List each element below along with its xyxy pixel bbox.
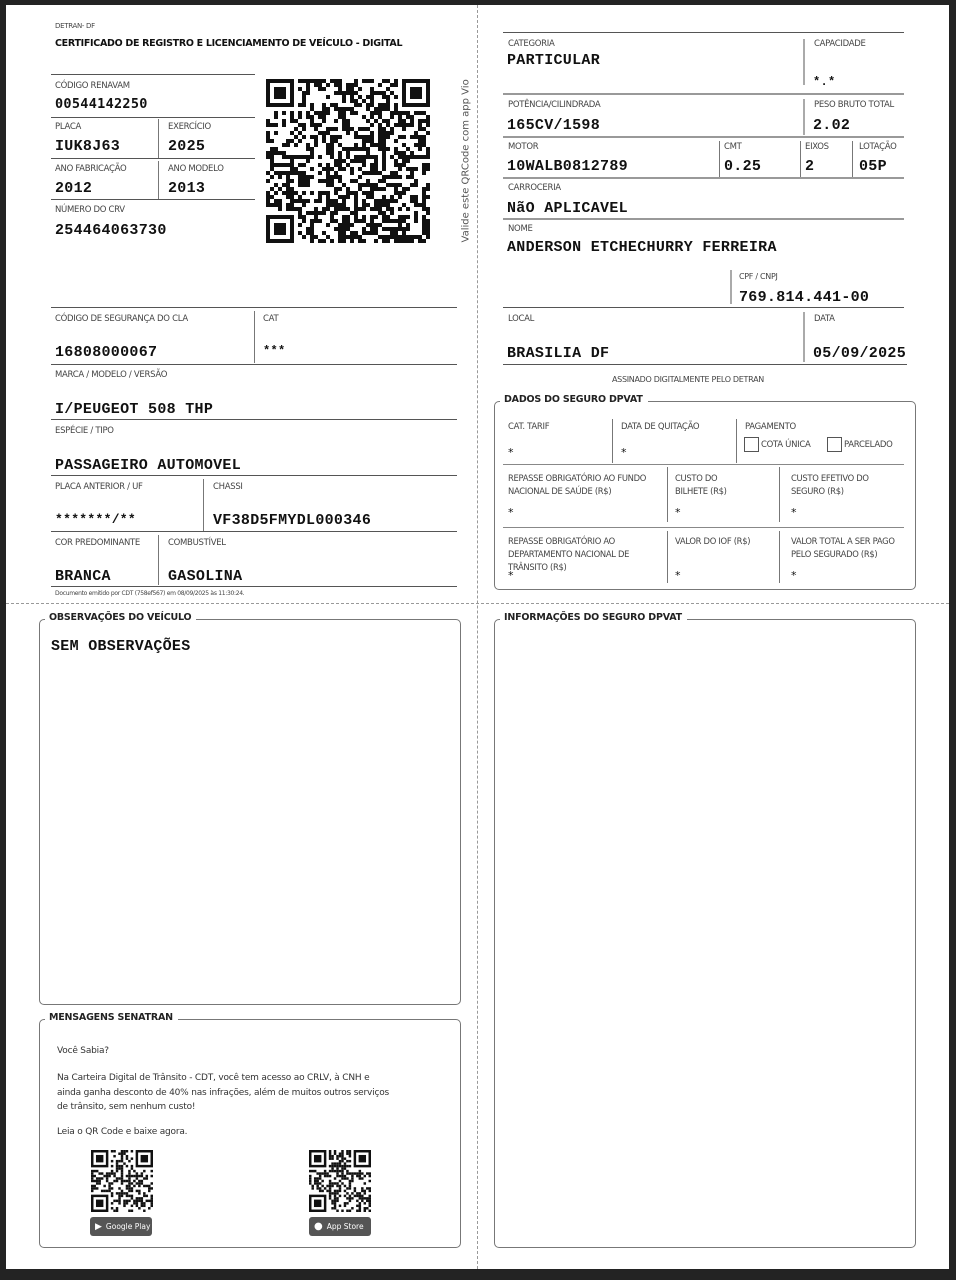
- divider: [51, 199, 255, 200]
- divider: [158, 535, 159, 585]
- divider: [800, 141, 801, 177]
- parcelado-label: PARCELADO: [844, 440, 893, 450]
- pagamento-label: PAGAMENTO: [745, 422, 796, 432]
- validation-qr-code[interactable]: [266, 79, 430, 243]
- carroceria-value: NãO APLICAVEL: [507, 200, 628, 217]
- motor-value: 10WALB0812789: [507, 158, 628, 175]
- divider: [852, 141, 853, 177]
- divider: [51, 158, 255, 159]
- cota-unica-label: COTA ÚNICA: [761, 440, 811, 450]
- cla-value: 16808000067: [55, 344, 158, 361]
- cat-label: CAT: [263, 314, 279, 324]
- iof-value: *: [675, 569, 681, 582]
- lotacao-label: LOTAÇÃO: [859, 142, 897, 152]
- peso-label: PESO BRUTO TOTAL: [814, 100, 894, 110]
- emission-note: Documento emitido por CDT (758ef567) em 08/09/2025 às 11:30:24.: [55, 590, 245, 597]
- divider: [503, 527, 904, 528]
- local-value: BRASILIA DF: [507, 345, 610, 362]
- divider: [503, 136, 904, 138]
- google-play-badge[interactable]: [90, 1217, 152, 1236]
- app-store-badge[interactable]: [309, 1217, 371, 1236]
- potencia-label: POTÊNCIA/CILINDRADA: [508, 100, 601, 110]
- divider: [503, 464, 904, 465]
- ano-modelo-value: 2013: [168, 180, 206, 197]
- custo-bilhete-label: CUSTO DO BILHETE (R$): [675, 473, 727, 496]
- cat-value: ***: [263, 344, 286, 358]
- apple-icon: ●: [314, 1221, 323, 1232]
- document-title: CERTIFICADO DE REGISTRO E LICENCIAMENTO DE VEÍCULO - DIGITAL: [55, 38, 403, 49]
- marca-value: I/PEUGEOT 508 THP: [55, 401, 214, 418]
- qr-caption: Valide este QRCode com app Vio: [460, 79, 472, 243]
- cota-unica-checkbox[interactable]: [744, 437, 759, 452]
- divider: [203, 479, 204, 531]
- divider: [503, 218, 904, 220]
- data-value: 05/09/2025: [813, 345, 907, 362]
- local-label: LOCAL: [508, 314, 535, 324]
- chassi-value: VF38D5FMYDL000346: [213, 512, 372, 529]
- cpf-label: CPF / CNPJ: [739, 272, 778, 281]
- carroceria-label: CARROCERIA: [508, 183, 561, 193]
- combustivel-label: COMBUSTÍVEL: [168, 538, 226, 548]
- divider: [503, 177, 904, 179]
- eixos-label: EIXOS: [805, 142, 829, 152]
- divider: [612, 419, 613, 463]
- ano-fabricacao-label: ANO FABRICAÇÃO: [55, 164, 127, 174]
- total-value: *: [791, 569, 797, 582]
- nome-value: ANDERSON ETCHECHURRY FERREIRA: [507, 239, 777, 256]
- divider: [667, 467, 668, 522]
- info-dpvat-title: INFORMAÇÕES DO SEGURO DPVAT: [500, 612, 687, 623]
- categoria-label: CATEGORIA: [508, 39, 555, 49]
- especie-label: ESPÉCIE / TIPO: [55, 426, 114, 436]
- senatran-paragraph: Na Carteira Digital de Trânsito - CDT, você tem acesso ao CRLV, à CNH e ainda ganha desconto de 40% nas infrações, além de muitos outros serviços de trânsito, sem nenhum custo!: [57, 1073, 389, 1112]
- motor-label: MOTOR: [508, 142, 539, 152]
- signed-note: ASSINADO DIGITALMENTE PELO DETRAN: [612, 375, 764, 384]
- divider: [158, 119, 159, 159]
- divider: [51, 364, 457, 365]
- divider: [51, 307, 457, 308]
- exercicio-value: 2025: [168, 138, 206, 155]
- divider: [503, 93, 904, 95]
- divider: [736, 419, 737, 463]
- cor-value: BRANCA: [55, 568, 111, 585]
- custo-efetivo-label: CUSTO EFETIVO DO SEGURO (R$): [791, 473, 869, 496]
- cmt-value: 0.25: [724, 158, 762, 175]
- repasse-dnt-label: REPASSE OBRIGATÓRIO AO DEPARTAMENTO NACIONAL DE TRÂNSITO (R$): [508, 536, 630, 572]
- placa-label: PLACA: [55, 122, 81, 132]
- placa-anterior-label: PLACA ANTERIOR / UF: [55, 482, 143, 492]
- divider: [503, 364, 907, 365]
- crv-label: NÚMERO DO CRV: [55, 205, 125, 215]
- fold-line-vertical: [477, 5, 478, 1269]
- divider: [719, 141, 720, 177]
- repasse-fns-value: *: [508, 506, 514, 519]
- senatran-title: MENSAGENS SENATRAN: [45, 1012, 178, 1023]
- observacoes-title: OBSERVAÇÕES DO VEÍCULO: [45, 612, 196, 623]
- google-play-qr-code[interactable]: [91, 1150, 153, 1212]
- renavam-label: CÓDIGO RENAVAM: [55, 81, 130, 91]
- senatran-line3: Leia o QR Code e baixe agora.: [57, 1127, 188, 1137]
- divider: [503, 307, 904, 308]
- cor-label: COR PREDOMINANTE: [55, 538, 141, 548]
- divider: [51, 475, 457, 476]
- cat-tarif-label: CAT. TARIF: [508, 422, 550, 432]
- potencia-value: 165CV/1598: [507, 117, 601, 134]
- iof-label: VALOR DO IOF (R$): [675, 536, 751, 546]
- nome-label: NOME: [508, 224, 533, 234]
- ano-fabricacao-value: 2012: [55, 180, 93, 197]
- lotacao-value: 05P: [859, 158, 887, 175]
- google-play-label: Google Play: [105, 1222, 151, 1231]
- divider: [730, 270, 732, 304]
- categoria-value: PARTICULAR: [507, 52, 601, 69]
- divider: [254, 311, 255, 363]
- data-quitacao-label: DATA DE QUITAÇÃO: [621, 422, 700, 432]
- app-store-qr-code[interactable]: [309, 1150, 371, 1212]
- observacoes-text: SEM OBSERVAÇÕES: [51, 638, 191, 655]
- divider: [158, 161, 159, 199]
- cat-tarif-value: *: [508, 446, 514, 459]
- senatran-line1: Você Sabia?: [57, 1046, 109, 1056]
- data-label: DATA: [814, 314, 835, 324]
- divider: [51, 586, 457, 587]
- eixos-value: 2: [805, 158, 815, 175]
- divider: [779, 467, 780, 522]
- repasse-fns-label: REPASSE OBRIGATÓRIO AO FUNDO NACIONAL DE SAÚDE (R$): [508, 473, 647, 496]
- marca-label: MARCA / MODELO / VERSÃO: [55, 370, 168, 380]
- info-dpvat-box: [494, 619, 916, 1248]
- app-store-label: App Store: [326, 1222, 364, 1231]
- divider: [803, 99, 805, 135]
- divider: [51, 531, 457, 532]
- chassi-label: CHASSI: [213, 482, 243, 492]
- data-quitacao-value: *: [621, 446, 627, 459]
- google-play-icon: ▶: [95, 1221, 102, 1232]
- issuer-label: DETRAN- DF: [55, 22, 95, 30]
- renavam-value: 00544142250: [55, 96, 148, 112]
- cpf-value: 769.814.441-00: [739, 289, 870, 306]
- dpvat-title: DADOS DO SEGURO DPVAT: [500, 394, 648, 405]
- combustivel-value: GASOLINA: [168, 568, 243, 585]
- divider: [51, 419, 457, 420]
- parcelado-checkbox[interactable]: [827, 437, 842, 452]
- capacidade-value: *.*: [813, 75, 836, 89]
- total-label: VALOR TOTAL A SER PAGO PELO SEGURADO (R$): [791, 536, 895, 559]
- observacoes-box: [39, 619, 461, 1005]
- especie-value: PASSAGEIRO AUTOMOVEL: [55, 457, 242, 474]
- divider: [803, 312, 805, 362]
- divider: [803, 39, 805, 85]
- custo-bilhete-value: *: [675, 506, 681, 519]
- divider: [51, 117, 255, 118]
- capacidade-label: CAPACIDADE: [814, 39, 866, 49]
- ano-modelo-label: ANO MODELO: [168, 164, 224, 174]
- divider: [779, 531, 780, 583]
- exercicio-label: EXERCÍCIO: [168, 122, 211, 132]
- placa-value: IUK8J63: [55, 138, 121, 155]
- cmt-label: CMT: [724, 142, 742, 152]
- crlv-document: [6, 5, 949, 1269]
- cla-label: CÓDIGO DE SEGURANÇA DO CLA: [55, 314, 188, 324]
- crv-value: 254464063730: [55, 222, 167, 239]
- custo-efetivo-value: *: [791, 506, 797, 519]
- fold-line-horizontal: [6, 603, 949, 604]
- repasse-dnt-value: *: [508, 569, 514, 582]
- peso-value: 2.02: [813, 117, 851, 134]
- divider: [667, 531, 668, 583]
- divider: [503, 32, 904, 33]
- divider: [51, 74, 255, 75]
- placa-anterior-value: *******/**: [55, 512, 137, 527]
